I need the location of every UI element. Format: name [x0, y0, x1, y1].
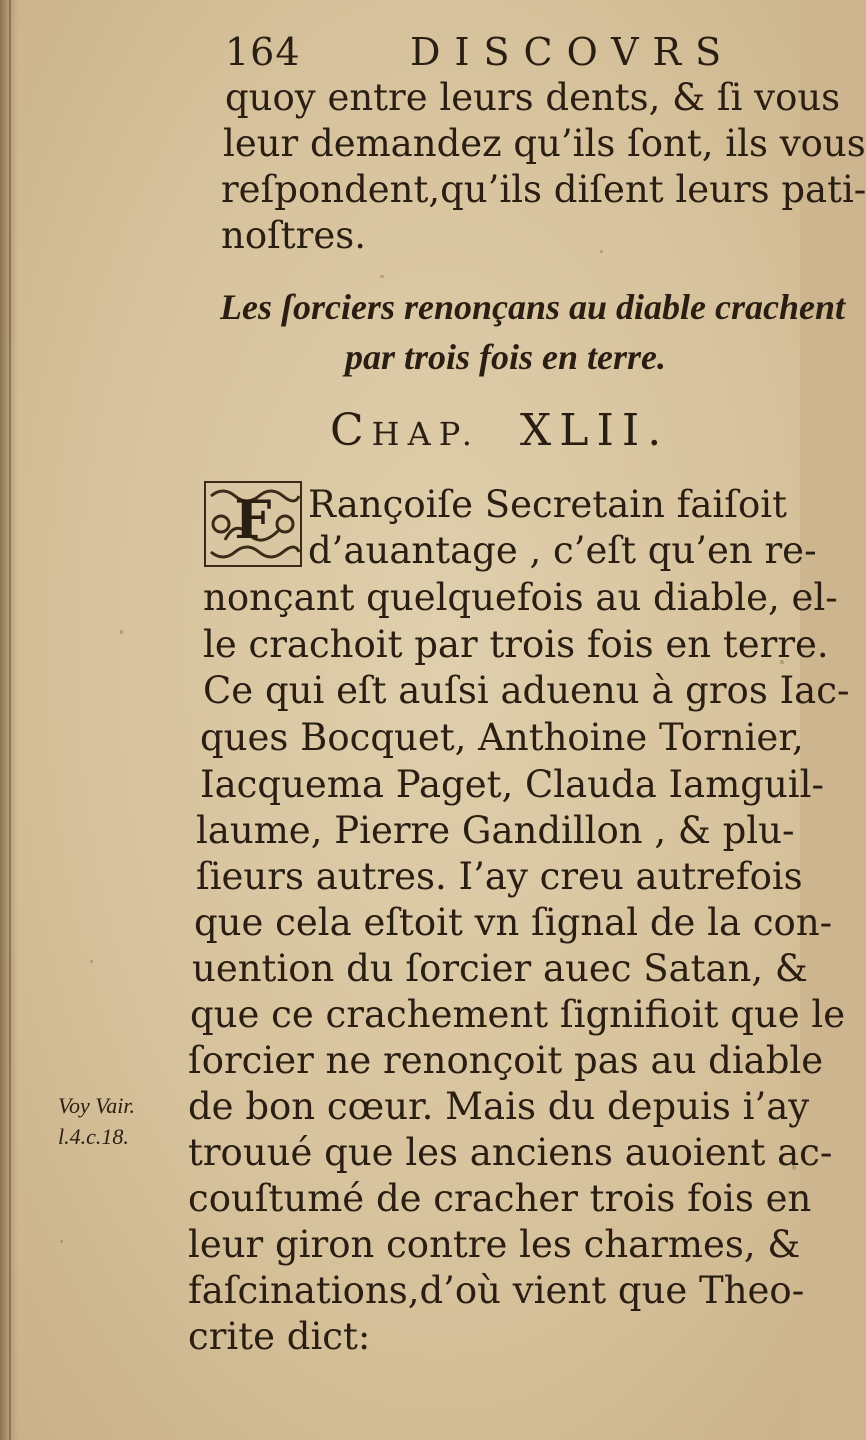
- text-line: Ce qui eſt auſsi aduenu à gros Iac-: [203, 669, 850, 712]
- running-title: DISCOVRS: [410, 30, 736, 74]
- text-line: Rançoiſe Secretain faiſoit: [308, 483, 787, 526]
- text-line: laume, Pierre Gandillon , & plu-: [196, 809, 795, 852]
- text-line: nonçant quelquefois au diable, el-: [203, 576, 838, 619]
- chapter-prefix-rest: HAP.: [371, 415, 480, 453]
- chapter-number: XLII.: [519, 405, 670, 456]
- chapter-heading-line-2: par trois fois en terre.: [345, 337, 667, 377]
- text-line: Iacquema Paget, Clauda Iamguil-: [200, 763, 824, 806]
- text-line: trouué que les anciens auoient ac-: [188, 1131, 833, 1174]
- text-line: reſpondent,qu’ils diſent leurs pati-: [221, 168, 866, 211]
- text-line: que ce crachement ſignifioit que le: [190, 993, 846, 1036]
- gutter-fold-line: [9, 0, 11, 1440]
- text-line: ques Bocquet, Anthoine Tornier,: [200, 716, 804, 759]
- text-line: d’auantage , c’eſt qu’en re-: [308, 529, 817, 572]
- ornamental-drop-cap-icon: [203, 480, 303, 568]
- paper-speck: [90, 960, 93, 963]
- margin-note-line-1: Voy Vair.: [58, 1093, 135, 1118]
- text-line: ſieurs autres. I’ay creu autrefois: [196, 855, 803, 898]
- text-line: que cela eſtoit vn ſignal de la con-: [194, 901, 833, 944]
- text-line: leur giron contre les charmes, &: [188, 1223, 801, 1266]
- margin-note-line-2: l.4.c.18.: [58, 1124, 129, 1149]
- svg-text:F: F: [234, 490, 272, 551]
- text-line: de bon cœur. Mais du depuis i’ay: [188, 1085, 810, 1128]
- chapter-prefix-initial: C: [330, 405, 372, 456]
- paper-speck: [60, 1240, 63, 1243]
- page-number: 164: [225, 30, 301, 74]
- chapter-label: [330, 405, 669, 456]
- paper-speck: [120, 630, 123, 634]
- text-line: leur demandez qu’ils ſont, ils vous: [223, 122, 866, 165]
- text-line: noſtres.: [221, 214, 367, 257]
- text-line: uention du ſorcier auec Satan, &: [192, 947, 808, 990]
- text-line: crite dict:: [188, 1315, 371, 1358]
- paper-speck: [600, 250, 603, 253]
- text-line: couſtumé de cracher trois fois en: [188, 1177, 812, 1220]
- chapter-heading-line-1: Les ſorciers renonçans au diable crachent: [220, 287, 845, 327]
- text-line: faſcinations,d’où vient que Theo-: [188, 1269, 805, 1312]
- text-line: quoy entre leurs dents, & ſi vous: [225, 76, 841, 119]
- text-line: ſorcier ne renonçoit pas au diable: [188, 1039, 824, 1082]
- paper-speck: [380, 275, 384, 278]
- text-line: le crachoit par trois fois en terre.: [203, 623, 829, 666]
